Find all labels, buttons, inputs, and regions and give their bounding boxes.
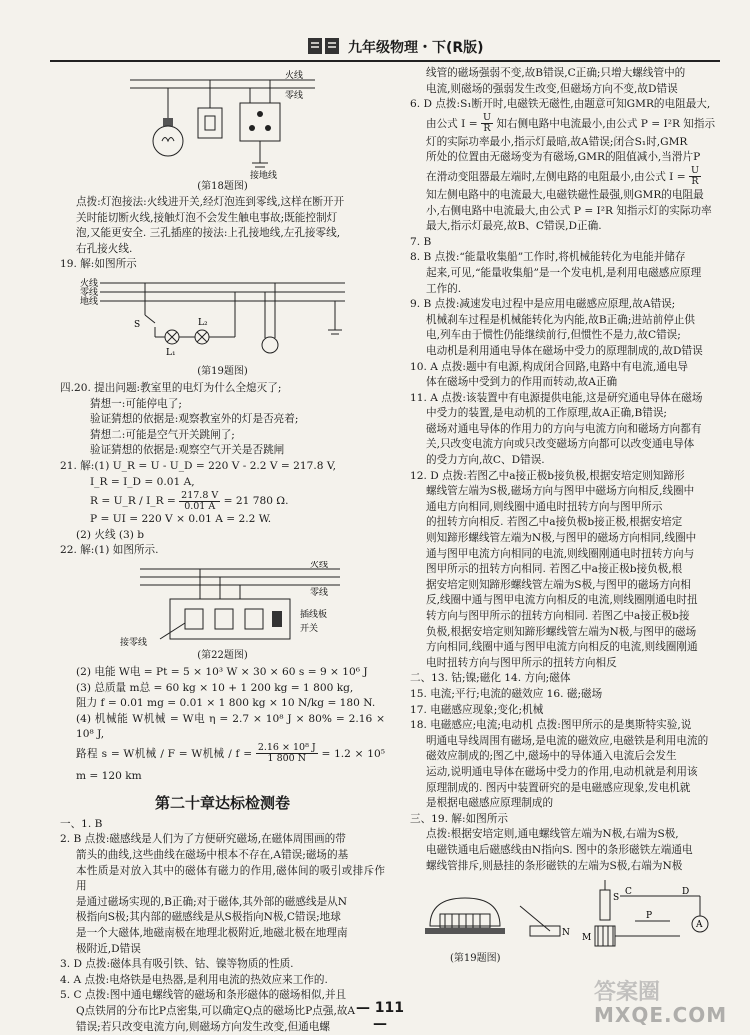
fig18-live-label: 火线 xyxy=(285,71,304,81)
r4-fraction-den: R xyxy=(483,123,491,135)
r-text: 电动机是利用通电导体在磁场中受力的原理制成的,故D错误 xyxy=(426,344,703,357)
fig19b-m-label: M xyxy=(582,933,592,944)
fig19-live-label: 火线 xyxy=(80,278,99,289)
r-text: 机械刹车过程是机械能转化为内能,故B正确;进站前停止供 xyxy=(426,313,695,326)
r-text: 转方向与图甲所示的扭转方向相同. 若图乙中a接正极b接 xyxy=(426,610,690,622)
r-text: 电,列车由于惯性仍能继续前行,但惯性不是力,故C错误; xyxy=(426,329,681,342)
r4-tail: 知右侧电路中电流最小,由公式 P = I²R 知指示 xyxy=(496,117,716,130)
r-text: 电流,则磁场的强弱发生改变,但磁场方向不变,故D错误 xyxy=(426,82,678,95)
right-column xyxy=(410,66,730,968)
q22-fraction xyxy=(256,743,318,764)
r-text: 的受力方向,故C、D错误. xyxy=(426,454,545,467)
page-number: — 111 — xyxy=(355,1000,405,1032)
figure-19 xyxy=(60,275,385,379)
q22-formula-tail: = 1.2 × 10⁵ m = 120 km xyxy=(76,747,385,782)
r-text: 反,线圈中通与图甲电流方向相反的电流,则线圈刚通电时扭 xyxy=(426,594,698,607)
r-text: 起来,可见,“能量收集船”是一个发电机,是利用电磁感应原理 xyxy=(426,266,702,279)
r-text: 线管的磁场强弱不变,故B错误,C正确;只增大螺线管中的 xyxy=(426,67,686,79)
fig19b-c-label: C xyxy=(625,887,632,898)
q21-fraction-den: 0.01 A xyxy=(184,500,216,512)
figure-19b-caption: (第19题图) xyxy=(450,953,501,965)
fig22-socket-label: 插线板 xyxy=(300,609,328,620)
fig22-switch-label: 开关 xyxy=(300,623,319,634)
fig19-neutral-label: 零线 xyxy=(80,287,99,298)
r-text: 小,右侧电路中电流最大,由公式 P = I²R 知指示灯的实际功率 xyxy=(426,204,712,217)
q21-fraction-num: 217.8 V xyxy=(181,489,219,501)
fig19-ground-label: 地线 xyxy=(80,296,99,307)
book-logo-icon xyxy=(307,35,341,57)
figure-18-caption: (第18题图) xyxy=(197,181,248,192)
r-text: 9. B 点拨:减速发电过程中是应用电磁感应原理,故A错误; xyxy=(410,298,676,311)
r-text: 中受力的装置,是电动机的工作原理,故A正确,B错误; xyxy=(426,407,667,420)
r-text: 知左侧电路中的电流最大,电磁铁磁性最强,则GMR的电阻最 xyxy=(426,188,704,201)
r-formula xyxy=(410,166,730,188)
q20-text: 猜想二:可能是空气开关跳闸了; xyxy=(90,428,235,441)
r-text: 通与图甲电流方向相同的电流,则线圈刚通电时扭转方向与 xyxy=(426,547,695,560)
fig19b-n-label: N xyxy=(562,928,570,939)
q21-text: 21. 解:(1) U_R = U - U_D = 220 V - 2.2 V = 217.8 V, xyxy=(60,459,337,472)
c-text: 本性质是对放入其中的磁体有磁力的作用,磁体间的吸引或排斥作用 xyxy=(76,864,385,893)
q21-formula xyxy=(60,490,385,512)
fig22-live-label: 火线 xyxy=(310,560,329,570)
r-text: 电时扭转方向与图甲所示的扭转方向相反 xyxy=(426,656,617,669)
fig22-wire-label: 接零线 xyxy=(120,637,148,648)
q22-text: (3) 总质量 m总 = 60 kg × 10 + 1 200 kg = 1 800 kg, xyxy=(76,681,354,694)
fig19b-a-label: A xyxy=(696,920,703,931)
r-text: 所处的位置由无磁场变为有磁场,GMR的阻值减小,当滑片P xyxy=(426,151,701,164)
left-text-line: 点拨:灯泡接法:火线进开关,经灯泡连到零线,这样在断开开 xyxy=(76,196,345,208)
q21-text: I_R = I_D = 0.01 A, xyxy=(90,475,195,488)
q22-formula-lead: 路程 s = W机械 / F = W机械 / f = xyxy=(76,747,253,760)
c-text: Q点铁屑的分布比P点密集,可以确定Q点的磁场比P点强,故A xyxy=(76,1005,356,1017)
r-text: 18. 电磁感应;电流;电动机 点拨:图甲所示的是奥斯特实验,说 xyxy=(410,719,692,732)
r-text: 图甲所示的扭转方向相同. 若图乙中a接正极b接负极,根 xyxy=(426,563,683,576)
figure-19b-diagram xyxy=(410,876,730,952)
chapter-title: 第二十章达标检测卷 xyxy=(154,793,290,812)
q22-heading: 22. 解:(1) 如图所示. xyxy=(60,544,159,557)
c-text: 3. D 点拨:磁体具有吸引铁、钴、镍等物质的性质. xyxy=(60,958,294,971)
r-text: 则知蹄形螺线管左端为N极,与图甲的磁场方向相同,线圈中 xyxy=(426,532,697,545)
q22-fraction-den: 1 800 N xyxy=(267,753,307,765)
r-text: 的扭转方向相反. 若图乙中a接负极b接正极,根据安培定 xyxy=(426,516,683,529)
fig19b-d-label: D xyxy=(682,887,690,898)
q20-text: 四.20. 提出问题:教室里的电灯为什么全熄灭了; xyxy=(60,381,282,394)
r-text: 15. 电流;平行;电流的磁效应 16. 磁;磁场 xyxy=(410,687,603,700)
header-rule xyxy=(50,60,720,62)
r-text: 通电方向相同,则线圈中通电时扭转方向与图甲所示 xyxy=(426,500,663,513)
q20-text: 验证猜想的依据是:观察教室外的灯是否亮着; xyxy=(90,413,299,426)
left-text-line: 右孔接火线. xyxy=(76,242,133,255)
c-text: 箭头的曲线,这些曲线在磁场中根本不存在,A错误;磁场的基 xyxy=(76,849,349,862)
r-text: 是根据电磁感应原理制成的 xyxy=(426,797,554,810)
r-text: 二、13. 钴;镍;磁化 14. 方向;磁体 xyxy=(410,672,571,685)
c-text: 是通过磁场实现的,B正确;对于磁体,其外部的磁感线是从N xyxy=(76,895,348,908)
figure-18-diagram xyxy=(60,68,385,180)
fig19-l2-label: L₂ xyxy=(198,317,208,328)
r7-fraction-num: U xyxy=(690,165,699,177)
left-text-line: 泡,又能更安全. 三孔插座的接法:上孔接地线,左孔接零线, xyxy=(76,227,341,240)
r-text: 6. D 点拨:S₁断开时,电磁铁无磁性,由题意可知GMR的电阻最大, xyxy=(410,98,711,111)
r-text: 负极,根据安培定则知蹄形螺线管左端为N极,与图甲的磁场 xyxy=(426,625,697,638)
fig19b-p-label: P xyxy=(646,911,653,922)
watermark-line1: 答案圈 xyxy=(594,980,661,1005)
r-text: 螺线管左端为S极,磁场方向与图甲中磁场方向相反,线圈中 xyxy=(426,485,695,498)
r-text: 磁场对通电导体的作用力的方向与电流方向和磁场方向都有 xyxy=(426,422,702,435)
r7-fraction xyxy=(689,166,701,187)
r-formula xyxy=(410,113,730,135)
r-text: 螺线管排斥,则悬挂的条形磁铁的左端为S极,右端为N极 xyxy=(426,859,683,872)
figure-22-caption: (第22题图) xyxy=(197,649,248,661)
r-text: 17. 电磁感应现象;变化;机械 xyxy=(410,703,544,716)
q19-heading: 19. 解:如图所示 xyxy=(60,258,137,271)
q21-fraction xyxy=(179,491,220,512)
r-text: 电磁铁通电后磁感线由N指向S. 图中的条形磁铁左端通电 xyxy=(426,843,693,856)
r-text: 12. D 点拨:若图乙中a接正极b接负极,根据安培定则知蹄形 xyxy=(410,469,685,482)
r-text: 三、19. 解:如图所示 xyxy=(410,812,508,825)
q20-text: 验证猜想的依据是:观察空气开关是否跳闸 xyxy=(90,444,285,457)
r-text: 点拨:根据安培定则,通电螺线管左端为N极,右端为S极, xyxy=(426,828,679,841)
r-text: 工作的. xyxy=(426,282,462,295)
left-text-line: 关时能切断火线,接触灯泡不会发生触电事故;既能控制灯 xyxy=(76,211,338,224)
fig19-switch-label: S xyxy=(134,319,141,330)
r-text: 体在磁场中受到力的作用而转动,故A正确 xyxy=(426,376,618,389)
fig18-ground-label: 接地线 xyxy=(250,171,278,180)
figure-22-diagram xyxy=(60,561,385,649)
r4-fraction xyxy=(481,113,493,134)
r-text: 运动,说明通电导体在磁场中受力的作用,电动机就是利用该 xyxy=(426,765,698,778)
r4-fraction-num: U xyxy=(482,112,491,124)
r-text: 关,只改变电流方向或只改变磁场方向都可以改变通电导体 xyxy=(426,438,695,451)
q22-text: (4) 机械能 W机械 = W电 η = 2.7 × 10⁸ J × 80% = 2.16 × 10⁸ J, xyxy=(76,712,385,741)
fig19-l1-label: L₁ xyxy=(166,347,176,358)
r-text: 7. B xyxy=(410,235,432,248)
watermark xyxy=(590,975,740,1027)
c-text: 极指向S极;其内部的磁感线是从S极指向N极,C错误;地球 xyxy=(76,911,341,924)
c-text: 是一个大磁体,地磁南极在地理北极附近,地磁北极在地理南 xyxy=(76,927,348,940)
page-title: 九年级物理・下(R版) xyxy=(348,40,484,56)
q22-fraction-num: 2.16 × 10⁸ J xyxy=(257,742,316,754)
r7-fraction-den: R xyxy=(691,176,699,188)
r-text: 11. A 点拨:该装置中有电源提供电能,这是研究通电导体在磁场 xyxy=(410,391,703,404)
c-text: 一、1. B xyxy=(60,817,103,830)
r4-lead: 由公式 I = xyxy=(426,117,478,130)
r-text: 原理制成的. 图丙中装置研究的是电磁感应现象,发电机就 xyxy=(426,781,691,794)
figure-19-diagram xyxy=(60,275,385,365)
r-text: 8. B 点拨:“能量收集船”工作时,将机械能转化为电能并储存 xyxy=(410,251,686,264)
figure-18 xyxy=(60,68,385,193)
c-text: 4. A 点拨:电烙铁是电热器,是利用电流的热效应来工作的. xyxy=(60,973,328,986)
q22-text: (2) 电能 W电 = Pt = 5 × 10³ W × 30 × 60 s = 9 × 10⁶ J xyxy=(76,665,368,678)
fig18-neutral-label: 零线 xyxy=(285,91,304,101)
r7-lead: 在滑动变阻器最左端时,左侧电路的电阻最小,由公式 I = xyxy=(426,170,686,183)
q21-text: (2) 火线 (3) b xyxy=(76,528,145,541)
c-text: 错误;若只改变电流方向,则磁场方向发生改变,但通电螺 xyxy=(76,1020,330,1033)
watermark-line2: MXQE.COM xyxy=(594,1003,728,1027)
figure-22 xyxy=(60,561,385,663)
r-text: 明通电导线周围有磁场,是电流的磁效应,电磁铁是利用电流的 xyxy=(426,734,709,747)
page-header xyxy=(0,0,750,66)
r-text: 最大,指示灯最亮,故B、C错误,D正确. xyxy=(426,220,602,233)
c-text: 极附近,D错误 xyxy=(76,942,141,955)
r-text: 灯的实际功率最小,指示灯最暗,故A错误;闭合S₁时,GMR xyxy=(426,135,688,148)
r-text: 方向相同,线圈中通与图甲电流方向相反的电流,则线圈刚通 xyxy=(426,641,698,654)
figure-19b xyxy=(410,876,730,966)
c-text: 2. B 点拨:磁感线是人们为了方便研究磁场,在磁体周围画的带 xyxy=(60,833,346,846)
q22-text: 阻力 f = 0.01 mg = 0.01 × 1 800 kg × 10 N/kg = 180 N. xyxy=(76,697,376,710)
figure-19-caption: (第19题图) xyxy=(197,365,248,377)
r-text: 磁效应制成的;图乙中,磁场中的导体通入电流后会发生 xyxy=(426,750,677,763)
fig19b-s-label: S xyxy=(613,893,620,904)
q21-formula-tail: = 21 780 Ω. xyxy=(223,495,289,508)
r-text: 10. A 点拨:题中有电源,构成闭合回路,电路中有电流,通电导 xyxy=(410,360,688,373)
q21-text: P = UI = 220 V × 0.01 A = 2.2 W. xyxy=(90,513,272,526)
r-text: 据安培定则知蹄形螺线管左端为S极,与图甲的磁场方向相 xyxy=(426,578,691,591)
left-column xyxy=(60,66,385,1035)
q22-formula xyxy=(60,743,385,787)
fig22-neutral-label: 零线 xyxy=(310,587,329,598)
c-text: 5. C 点拨:图中通电螺线管的磁场和条形磁体的磁场相似,并且 xyxy=(60,989,347,1002)
q20-text: 猜想一:可能停电了; xyxy=(90,397,182,410)
q21-formula-lead: R = U_R / I_R = xyxy=(90,495,176,508)
